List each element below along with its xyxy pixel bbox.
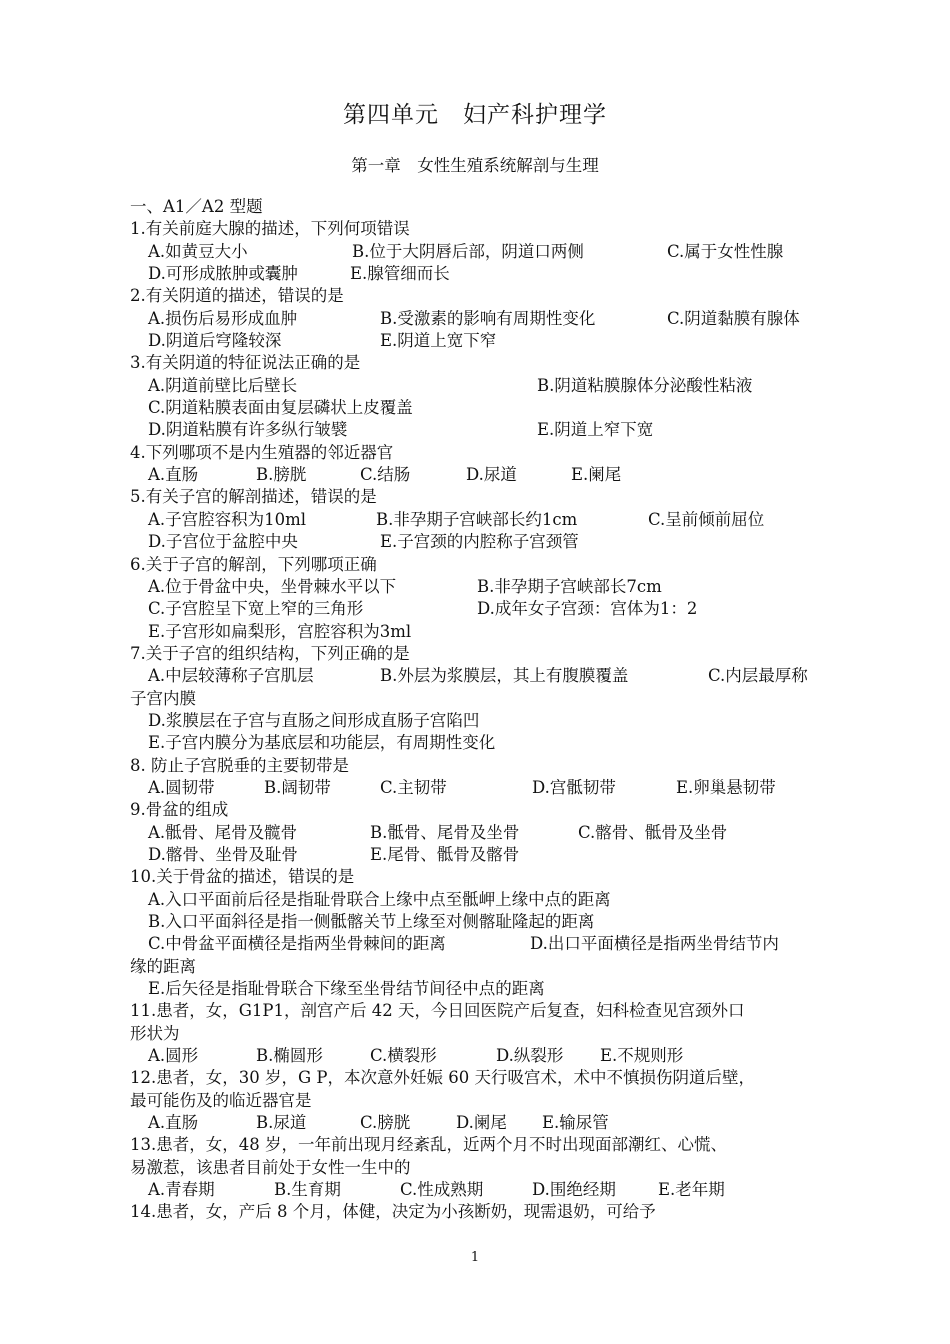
answer-option: D.宫骶韧带 xyxy=(532,777,616,797)
answer-option: C.内层最厚称 xyxy=(708,666,808,686)
answer-option: B.非孕期子宫峡部长约1cm xyxy=(376,509,578,529)
answer-option: A.圆形 xyxy=(148,1046,199,1066)
text-line xyxy=(130,308,830,330)
answer-option: B.位于大阴唇后部，阴道口两侧 xyxy=(352,241,584,261)
answer-option: C.呈前倾前屈位 xyxy=(648,509,765,529)
answer-option: E.腺管细而长 xyxy=(350,264,450,284)
page-number: 1 xyxy=(470,1250,480,1265)
answer-option: A.损伤后易形成血肿 xyxy=(148,308,298,328)
answer-option: C.髂骨、骶骨及坐骨 xyxy=(578,822,728,842)
text-line: 10.关于骨盆的描述，错误的是 xyxy=(130,867,355,887)
answer-option: B.尿道 xyxy=(256,1113,307,1133)
answer-option: C.主韧带 xyxy=(380,777,447,797)
answer-option: E.输尿管 xyxy=(542,1113,609,1133)
answer-option: C.横裂形 xyxy=(370,1046,437,1066)
answer-option: A.骶骨、尾骨及髋骨 xyxy=(148,822,298,842)
answer-option: A.直肠 xyxy=(148,465,199,485)
answer-option: D.髂骨、坐骨及耻骨 xyxy=(148,844,298,864)
text-line: 11.患者，女，G1P1，剖宫产后 42 天，今日回医院产后复查，妇科检查见宫颈外口 xyxy=(130,1001,745,1021)
text-line xyxy=(130,665,830,687)
text-line xyxy=(130,598,830,620)
answer-option: A.子宫腔容积为10ml xyxy=(148,509,307,529)
text-line: 13.患者，女，48 岁，一年前出现月经紊乱，近两个月不时出现面部潮红、心慌、 xyxy=(130,1135,727,1155)
answer-option: D.纵裂形 xyxy=(496,1046,564,1066)
answer-option: D.尿道 xyxy=(466,465,517,485)
answer-option: D.可形成脓肿或囊肿 xyxy=(148,264,298,284)
answer-option: E.阴道上宽下窄 xyxy=(380,331,497,351)
answer-option: D.阑尾 xyxy=(456,1113,507,1133)
text-line: 形状为 xyxy=(130,1023,180,1043)
answer-option: C.子宫腔呈下宽上窄的三角形 xyxy=(148,599,364,619)
answer-option: A.圆韧带 xyxy=(148,777,215,797)
answer-option: B.生育期 xyxy=(274,1180,341,1200)
text-line xyxy=(130,241,830,263)
answer-option: E.尾骨、骶骨及髂骨 xyxy=(370,844,520,864)
answer-option: A.青春期 xyxy=(148,1180,215,1200)
text-line: E.子宫内膜分为基底层和功能层，有周期性变化 xyxy=(148,733,496,753)
text-line: 一、A1／A2 型题 xyxy=(130,197,263,216)
text-line: 4.下列哪项不是内生殖器的邻近器官 xyxy=(130,442,394,462)
text-line: 12.患者，女，30 岁，G P，本次意外妊娠 60 天行吸宫术，术中不慎损伤阴道后壁， xyxy=(130,1068,755,1088)
text-line: E.子宫形如扁梨形，宫腔容积为3ml xyxy=(148,621,412,641)
answer-option: D.围绝经期 xyxy=(532,1180,616,1200)
answer-option: D.成年女子宫颈：宫体为1：2 xyxy=(477,599,698,619)
text-line: 2.有关阴道的描述，错误的是 xyxy=(130,286,344,306)
text-line xyxy=(130,1179,830,1201)
answer-option: C.中骨盆平面横径是指两坐骨棘间的距离 xyxy=(148,934,446,954)
answer-option: D.阴道粘膜有许多纵行皱襞 xyxy=(148,420,348,440)
text-line xyxy=(130,1045,830,1067)
text-line: 易激惹，该患者目前处于女性一生中的 xyxy=(130,1157,411,1177)
text-line: A.入口平面前后径是指耻骨联合上缘中点至骶岬上缘中点的距离 xyxy=(148,889,611,909)
unit-title: 第四单元 妇产科护理学 xyxy=(343,102,607,128)
answer-option: B.非孕期子宫峡部长7cm xyxy=(477,576,662,596)
question-list xyxy=(130,196,830,1224)
text-line: 6.关于子宫的解剖，下列哪项正确 xyxy=(130,554,377,574)
text-line xyxy=(130,576,830,598)
text-line: E.后矢径是指耻骨联合下缘至坐骨结节间径中点的距离 xyxy=(148,979,545,999)
answer-option: C.结肠 xyxy=(360,465,411,485)
answer-option: E.阴道上窄下宽 xyxy=(537,420,654,440)
answer-option: E.阑尾 xyxy=(571,465,622,485)
answer-option: C.膀胱 xyxy=(360,1113,411,1133)
text-line xyxy=(130,330,830,352)
answer-option: A.阴道前壁比后壁长 xyxy=(148,375,298,395)
answer-option: D.子宫位于盆腔中央 xyxy=(148,532,298,552)
text-line: D.浆膜层在子宫与直肠之间形成直肠子宫陷凹 xyxy=(148,710,480,730)
text-line xyxy=(130,263,830,285)
answer-option: E.卵巢悬韧带 xyxy=(676,777,776,797)
text-line: 缘的距离 xyxy=(130,956,196,976)
text-line: 3.有关阴道的特征说法正确的是 xyxy=(130,353,361,373)
text-line xyxy=(130,933,830,955)
text-line: 1.有关前庭大腺的描述，下列何项错误 xyxy=(130,219,410,239)
answer-option: B.外层为浆膜层，其上有腹膜覆盖 xyxy=(380,666,629,686)
text-line: B.入口平面斜径是指一侧骶髂关节上缘至对侧髂耻隆起的距离 xyxy=(148,912,595,931)
text-line xyxy=(130,419,830,441)
answer-option: C.阴道黏膜有腺体 xyxy=(667,308,800,328)
text-line xyxy=(130,531,830,553)
text-line xyxy=(130,844,830,866)
text-line xyxy=(130,1112,830,1134)
answer-option: E.子宫颈的内腔称子宫颈管 xyxy=(380,532,579,552)
answer-option: A.直肠 xyxy=(148,1113,199,1133)
answer-option: B.椭圆形 xyxy=(256,1046,323,1066)
answer-option: A.如黄豆大小 xyxy=(148,241,248,261)
text-line: 7.关于子宫的组织结构，下列正确的是 xyxy=(130,643,410,663)
answer-option: B.受激素的影响有周期性变化 xyxy=(380,308,596,328)
answer-option: B.阔韧带 xyxy=(264,777,331,797)
answer-option: B.骶骨、尾骨及坐骨 xyxy=(370,822,520,842)
answer-option: C.属于女性性腺 xyxy=(667,241,784,261)
chapter-title: 第一章 女性生殖系统解剖与生理 xyxy=(351,156,599,175)
answer-option: D.出口平面横径是指两坐骨结节内 xyxy=(530,934,779,954)
text-line: C.阴道粘膜表面由复层磷状上皮覆盖 xyxy=(148,398,413,418)
answer-option: A.中层较薄称子宫肌层 xyxy=(148,666,314,686)
text-line: 5.有关子宫的解剖描述，错误的是 xyxy=(130,487,377,507)
text-line: 最可能伤及的临近器官是 xyxy=(130,1090,312,1110)
text-line: 9.骨盆的组成 xyxy=(130,800,229,820)
answer-option: A.位于骨盆中央，坐骨棘水平以下 xyxy=(148,576,397,596)
text-line xyxy=(130,509,830,531)
text-line xyxy=(130,777,830,799)
answer-option: C.性成熟期 xyxy=(400,1180,484,1200)
text-line: 子宫内膜 xyxy=(130,688,196,708)
answer-option: E.不规则形 xyxy=(600,1046,684,1066)
text-line: 8. 防止子宫脱垂的主要韧带是 xyxy=(130,755,349,775)
text-line xyxy=(130,822,830,844)
answer-option: E.老年期 xyxy=(658,1180,725,1200)
text-line xyxy=(130,464,830,486)
text-line xyxy=(130,375,830,397)
text-line: 14.患者，女，产后 8 个月，体健，决定为小孩断奶，现需退奶，可给予 xyxy=(130,1202,656,1222)
answer-option: D.阴道后穹隆较深 xyxy=(148,331,282,351)
answer-option: B.阴道粘膜腺体分泌酸性粘液 xyxy=(537,375,753,395)
answer-option: B.膀胱 xyxy=(256,465,307,485)
